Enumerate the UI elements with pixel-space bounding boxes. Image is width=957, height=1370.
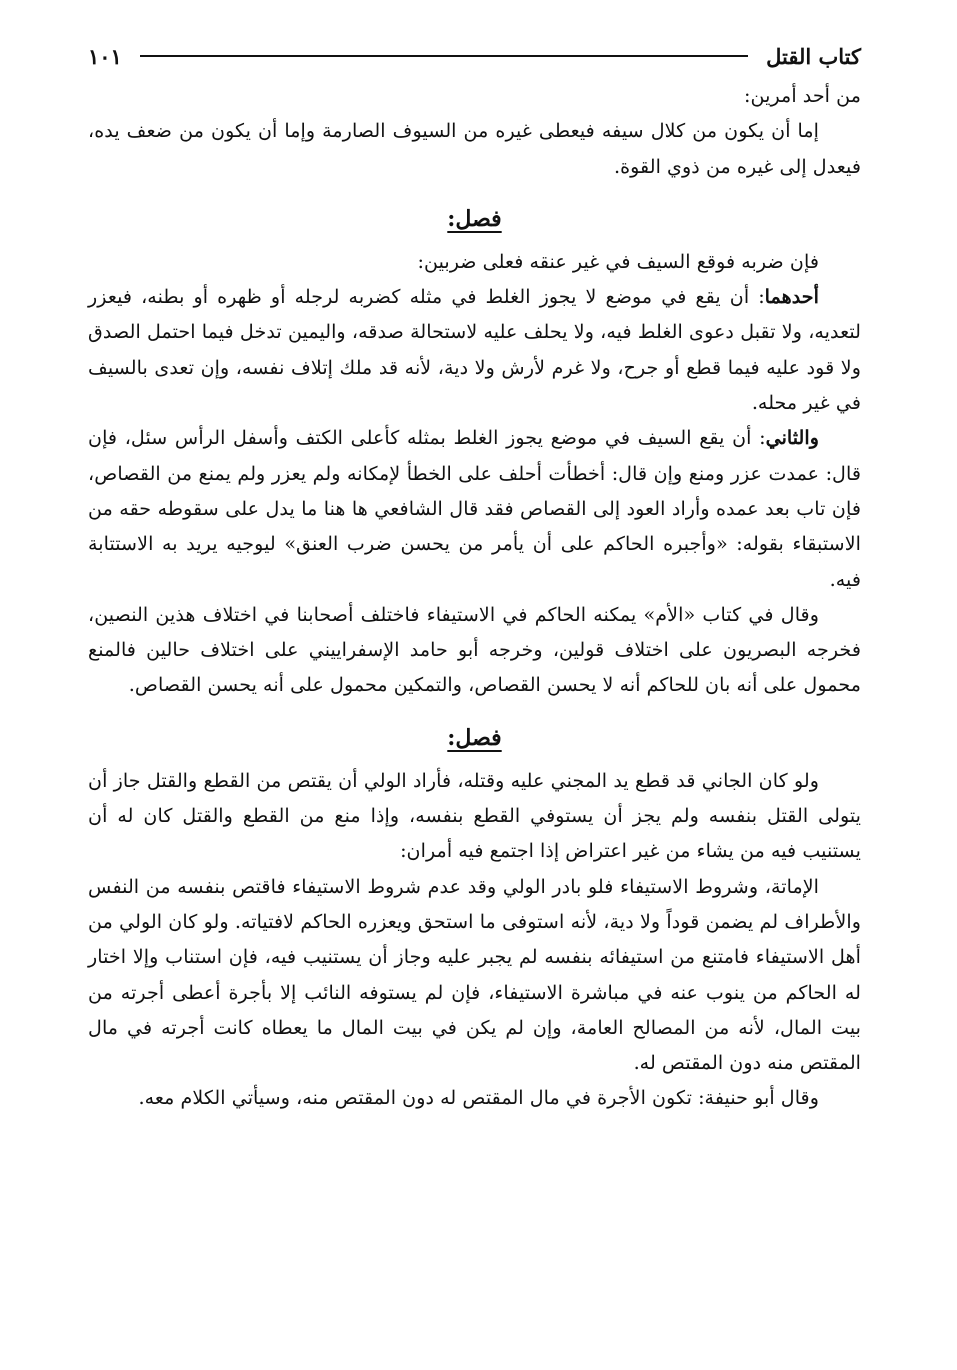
paragraph: فإن ضربه فوقع السيف في غير عنقه فعلى ضربين:	[417, 249, 819, 273]
paragraph: ولو كان الجاني قد قطع يد المجني عليه وقتله، فأراد الولي أن يقتص من القطع والقتل جاز أن يتولى القتل بنفسه ولم يجز أن يستوفي القطع بنفسه، وإذا منع من القطع والقتل كان له أن يستنيب فيه من يشاء من غير اعتراض إذا اجتمع فيه أمران:	[88, 768, 861, 863]
paragraph: أحدهما: أن يقع في موضع لا يجوز الغلط في مثله كضربه لرجله أو ظهره أو بطنه، فيعزر لتعديه، ولا تقبل دعوى الغلط فيه، ولا يحلف عليه لاستحالة صدقه، واليمين تدخل فيما احتمل الصدق ولا قود عليه فيما قطع أو جرح، ولا غرم لأرش ولا دية، لأنه قد ملك إتلاف نفسه، وإن تعدى بالسيف في غير محله.	[88, 285, 861, 415]
paragraph-lead: أحدهما	[764, 285, 819, 309]
header-rule	[140, 55, 748, 57]
running-header	[88, 34, 861, 78]
book-page	[88, 34, 861, 1330]
paragraph: وقال في كتاب «الأم» يمكنه الحاكم في الاستيفاء فاختلف أصحابنا في اختلاف هذين النصين، فخرجه البصريون على اختلاف قولين، وخرجه أبو حامد الإسفراييني على اختلاف حالين فالمنع محمول على أنه بان للحاكم أنه لا يحسن القصاص، والتمكين محمول على أنه يحسن القصاص.	[88, 602, 861, 697]
paragraph: من أحد أمرين:	[744, 84, 861, 107]
paragraph: وقال أبو حنيفة: تكون الأجرة في مال المقتص له دون المقتص منه، وسيأتي الكلام معه.	[138, 1086, 819, 1110]
paragraph: الإماتة، وشروط الاستيفاء فلو بادر الولي وقد عدم شروط الاستيفاء فاقتص بنفسه من النفس والأطراف لم يضمن قوداً ولا دية، لأنه استوفى ما استحق ويعزره الحاكم لافتياته. ولو كان الولي من أهل الاستيفاء فامتنع من استيفائه بنفسه لم يجبر عليه وجاز أن يستنيب فيه، فإن استناب وإلا اختار له الحاكم من ينوب عنه في مباشرة الاستيفاء، فإن لم يستوفه النائب إلا بأجرة أعطى أجرته من بيت المال، لأنه من المصالح العامة، وإن لم يكن في بيت المال ما يعطاه كانت أجرته في مال المقتص منه دون المقتص له.	[88, 874, 861, 1075]
section-heading: فصل:	[447, 724, 502, 751]
body-text	[88, 78, 861, 1116]
book-title: كتاب القتل	[766, 43, 861, 69]
paragraph: والثاني: أن يقع السيف في موضع يجوز الغلط بمثله كأعلى الكتف وأسفل الرأس سئل، فإن قال: عمدت عزر ومنع وإن قال: أخطأت أحلف على الخطأ لإمكانه ولم يعزر ولم يمنع من القصاص، فإن تاب بعد عمده وأراد العود إلى القصاص فقد قال الشافعي ها هنا ما يدل على سقوطه حقه من الاستبقاء بقوله: «وأجبره الحاكم على أن يأمر من يحسن ضرب العنق» ليوجيه يريد به الاستتابة فيه.	[88, 426, 861, 591]
page-number: ١٠١	[88, 43, 122, 69]
paragraph: إما أن يكون من كلال سيفه فيعطى غيره من السيوف الصارمة وإما أن يكون من ضعف يده، فيعدل إلى غيره من ذوي القوة.	[88, 119, 861, 178]
paragraph-lead: والثاني	[765, 426, 819, 450]
section-heading: فصل:	[447, 205, 502, 232]
